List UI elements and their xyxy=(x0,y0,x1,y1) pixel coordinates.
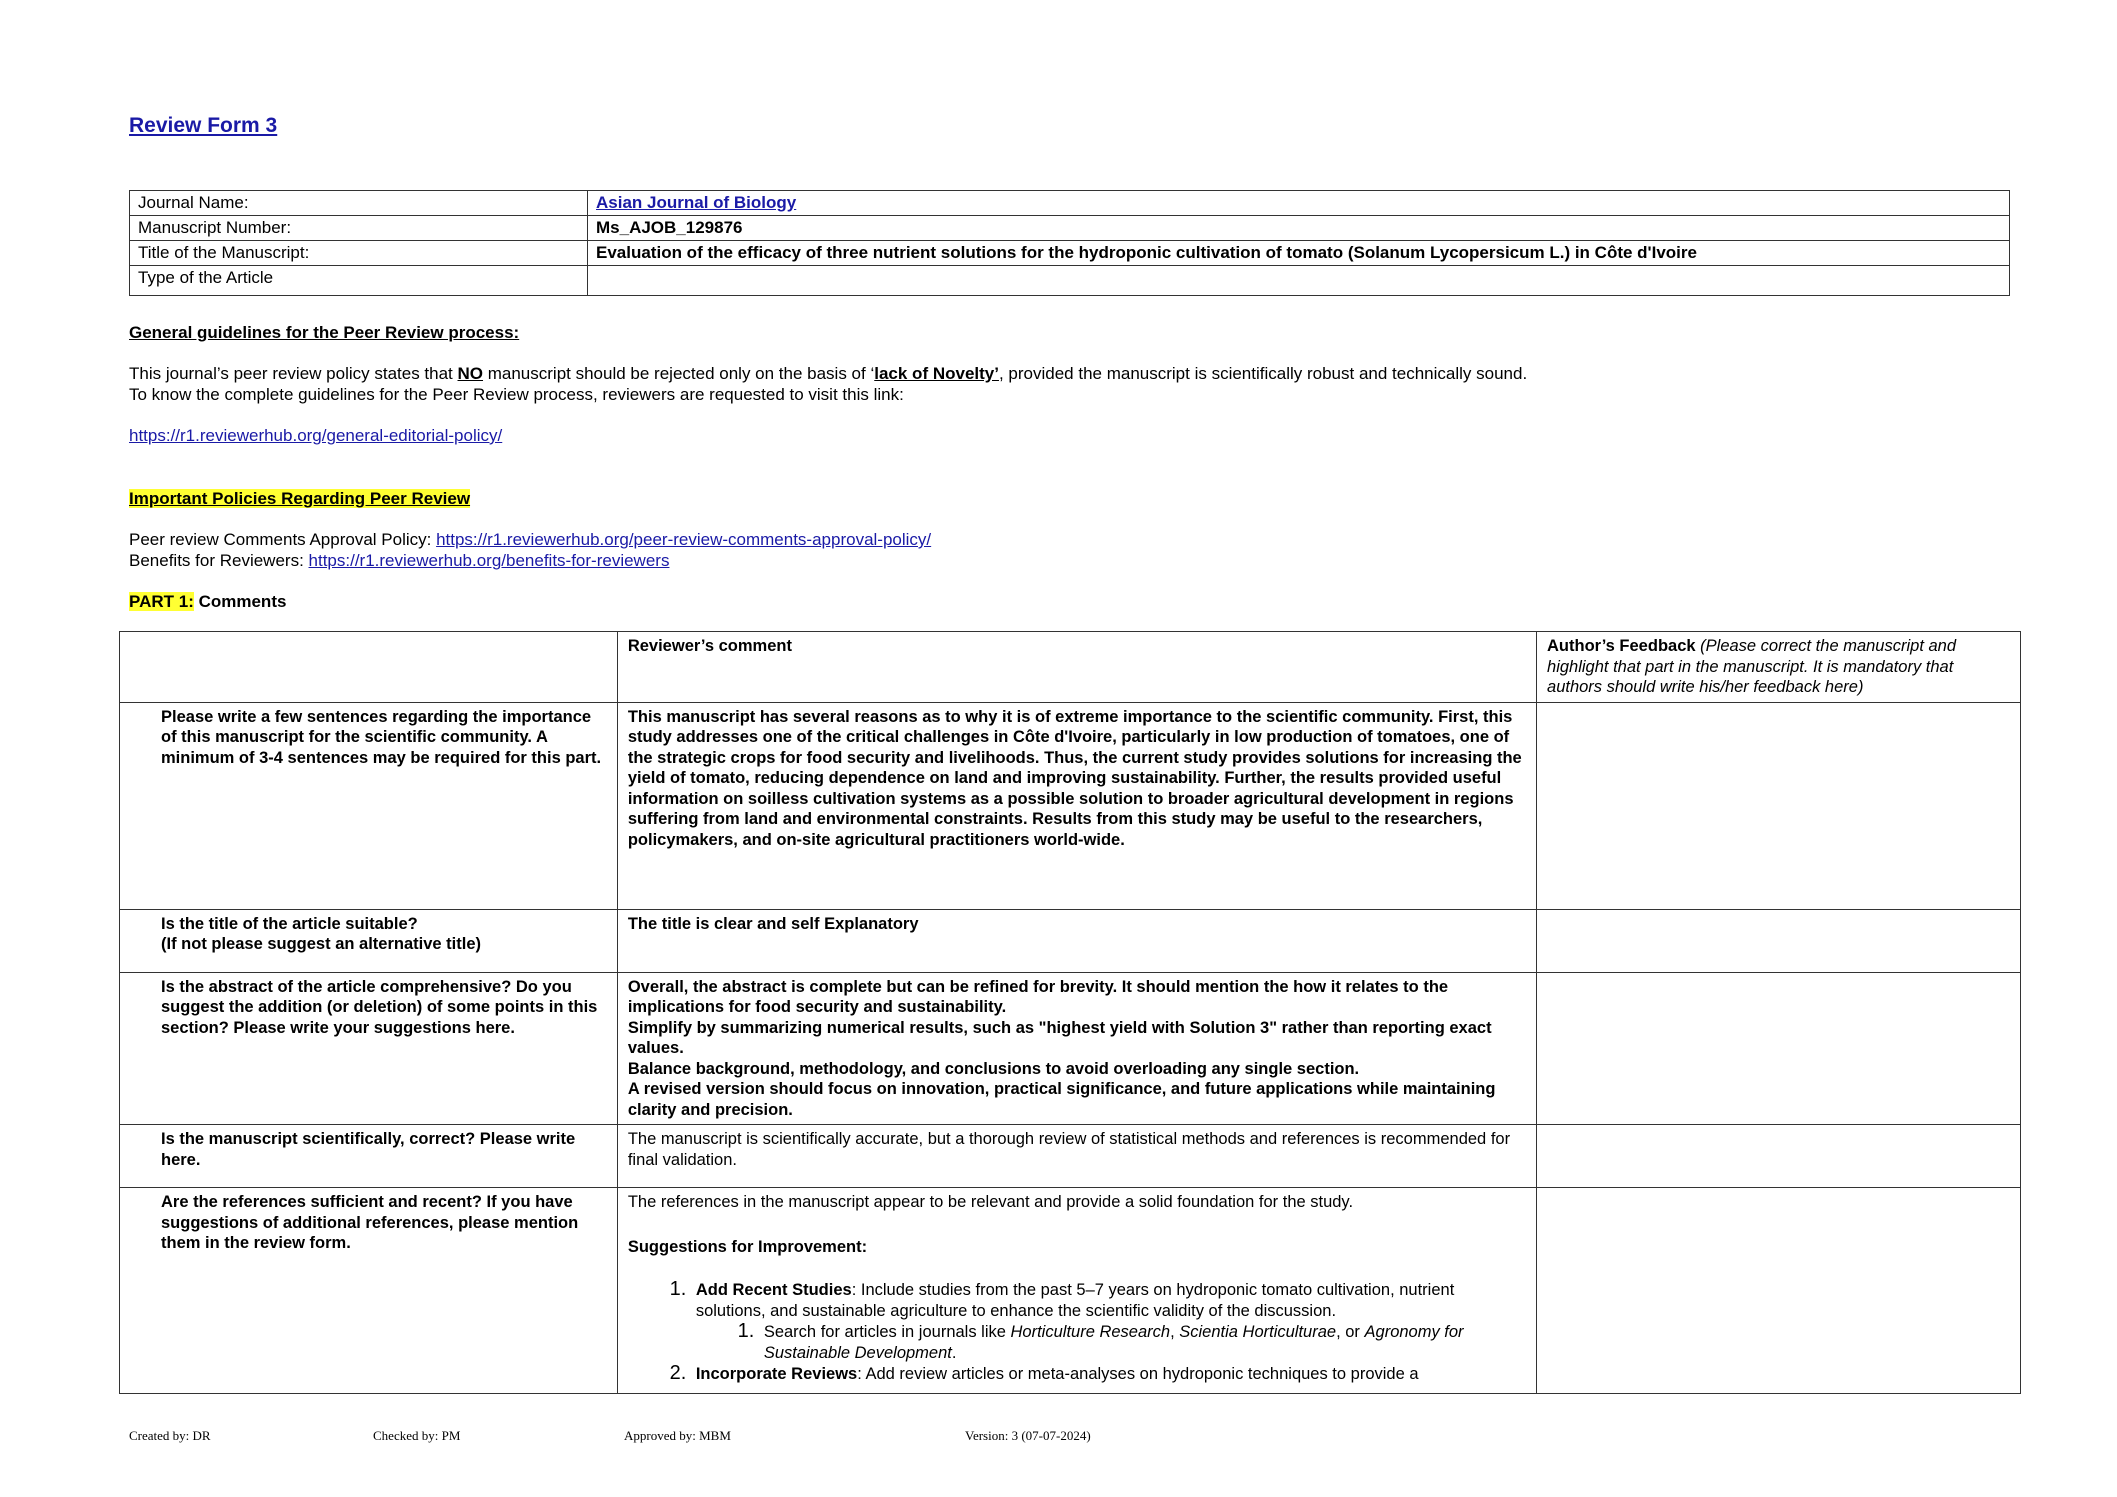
table-row xyxy=(130,191,2010,216)
sub-suggestions-list xyxy=(696,1321,1526,1363)
list-item xyxy=(760,1321,1526,1363)
approval-policy-line xyxy=(129,529,931,550)
table-header-row xyxy=(120,632,2021,703)
journal-name: Scientia Horticulturae xyxy=(1179,1323,1337,1341)
guidelines-policy-line xyxy=(129,363,1527,384)
author-feedback-note: (Please correct the manuscript and highlight that part in the manuscript. It is mandatory that authors should write his/her feedback here) xyxy=(1547,637,1957,696)
guidelines-visit-line: To know the complete guidelines for the Peer Review process, reviewers are requested to visit this link: xyxy=(129,385,904,404)
suggestions-list xyxy=(628,1279,1526,1385)
approval-policy-link[interactable]: https://r1.reviewerhub.org/peer-review-comments-approval-policy/ xyxy=(436,530,932,549)
comment-scientific: The manuscript is scientifically accurate, but a thorough review of statistical methods and references is recommended for final validation. xyxy=(617,1125,1536,1188)
footer-checked: Checked by: PM xyxy=(373,1428,461,1443)
manuscript-number-label: Manuscript Number: xyxy=(130,216,588,241)
policy-text-a: This journal’s peer review policy states that xyxy=(129,364,458,383)
policies-heading: Important Policies Regarding Peer Review xyxy=(129,489,471,508)
journal-name-label: Journal Name: xyxy=(130,191,588,216)
comment-references xyxy=(617,1188,1536,1394)
suggestion-text: : Include studies from the past 5–7 years on hydroponic tomato cultivation, nutrient solutions, and sustainable agriculture to enhance the scientific validity of the discussion. xyxy=(695,1281,1455,1320)
separator: . xyxy=(951,1343,957,1362)
journal-name: Horticulture Research xyxy=(1010,1323,1171,1341)
feedback-title[interactable] xyxy=(1537,909,2021,972)
footer-approved: Approved by: MBM xyxy=(624,1428,731,1443)
manuscript-info-table xyxy=(129,190,2010,296)
list-item xyxy=(692,1363,1526,1385)
manuscript-number-value: Ms_AJOB_129876 xyxy=(588,216,2010,241)
article-type-value xyxy=(588,266,2010,296)
abstract-point: Simplify by summarizing numerical results, such as "highest yield with Solution 3" rather than reporting exact values. xyxy=(627,1018,1492,1057)
header-reviewer-comment: Reviewer’s comment xyxy=(617,632,1536,703)
question-references: Are the references sufficient and recent? If you have suggestions of additional references, please mention them in the review form. xyxy=(120,1188,618,1394)
separator: , or xyxy=(1336,1323,1365,1341)
table-row xyxy=(130,266,2010,296)
abstract-point: Overall, the abstract is complete but can be refined for brevity. It should mention the how it relates to the implications for food security and sustainability. xyxy=(627,977,1449,1016)
benefits-label: Benefits for Reviewers: xyxy=(129,551,309,570)
question-title-line1: Is the title of the article suitable? xyxy=(161,914,418,933)
feedback-scientific[interactable] xyxy=(1537,1125,2021,1188)
comment-title: The title is clear and self Explanatory xyxy=(617,909,1536,972)
table-row xyxy=(130,216,2010,241)
general-editorial-policy-link[interactable]: https://r1.reviewerhub.org/general-editorial-policy/ xyxy=(129,426,503,445)
policy-text-b: manuscript should be rejected only on the basis of ‘ xyxy=(483,364,875,383)
suggestion-text: : Add review articles or meta-analyses on hydroponic techniques to provide a xyxy=(857,1365,1419,1383)
policy-novelty: lack of Novelty’ xyxy=(874,364,999,383)
part1-label: PART 1: xyxy=(129,592,194,611)
feedback-references[interactable] xyxy=(1537,1188,2021,1394)
guidelines-heading: General guidelines for the Peer Review process: xyxy=(129,323,520,342)
references-intro: The references in the manuscript appear to be relevant and provide a solid foundation for the study. xyxy=(627,1193,1354,1211)
suggestion-title: Add Recent Studies xyxy=(695,1281,852,1299)
list-item xyxy=(692,1279,1526,1363)
header-empty-cell xyxy=(120,632,618,703)
journal-name-link[interactable]: Asian Journal of Biology xyxy=(588,191,2010,216)
table-row xyxy=(120,909,2021,972)
part1-heading xyxy=(129,591,286,612)
question-importance: Please write a few sentences regarding the importance of this manuscript for the scientific community. A minimum of 3-4 sentences may be required for this part. xyxy=(120,702,618,909)
comment-abstract xyxy=(617,972,1536,1125)
suggestion-title: Incorporate Reviews xyxy=(695,1365,858,1383)
question-abstract: Is the abstract of the article comprehensive? Do you suggest the addition (or deletion) of some points in this section? Please write your suggestions here. xyxy=(120,972,618,1125)
table-row xyxy=(130,241,2010,266)
guidelines-paragraph xyxy=(129,363,1527,405)
article-type-label: Type of the Article xyxy=(130,266,588,296)
policy-no: NO xyxy=(457,364,484,383)
feedback-abstract[interactable] xyxy=(1537,972,2021,1125)
journal-name: Agronomy for Sustainable Development xyxy=(763,1323,1464,1362)
policies-links xyxy=(129,529,931,571)
table-row xyxy=(120,702,2021,909)
benefits-link[interactable]: https://r1.reviewerhub.org/benefits-for-reviewers xyxy=(308,551,670,570)
table-row xyxy=(120,972,2021,1125)
abstract-point: Balance background, methodology, and conclusions to avoid overloading any single section. xyxy=(627,1059,1360,1078)
sub-suggestion-text: Search for articles in journals like xyxy=(763,1323,1011,1341)
part1-title: Comments xyxy=(193,592,287,611)
question-title-line2: (If not please suggest an alternative title) xyxy=(161,935,481,953)
feedback-importance[interactable] xyxy=(1537,702,2021,909)
suggestions-heading: Suggestions for Improvement: xyxy=(627,1237,868,1256)
table-row xyxy=(120,1188,2021,1394)
separator: , xyxy=(1170,1323,1180,1341)
footer-created: Created by: DR xyxy=(129,1428,211,1443)
policies-heading-row xyxy=(129,488,470,509)
abstract-point: A revised version should focus on innovation, practical significance, and future applications while maintaining clarity and precision. xyxy=(627,1080,1496,1119)
comment-importance: This manuscript has several reasons as to why it is of extreme importance to the scientific community. First, this study addresses one of the critical challenges in Côte d'Ivoire, particularly in low production of tomatoes, one of the strategic crops for food security and livelihoods. Thus, the current study provides solutions for increasing the yield of tomato, reducing dependence on land and improving sustainability. Further, the results provided useful information on soilless cultivation systems as a possible solution to broader agricultural development in regions suffering from land and environmental constraints. Results from this study may be useful to the researchers, policymakers, and on-site agricultural practitioners world-wide. xyxy=(617,702,1536,909)
table-row xyxy=(120,1125,2021,1188)
guidelines-link-row xyxy=(129,425,502,446)
question-title xyxy=(120,909,618,972)
page-title[interactable]: Review Form 3 xyxy=(129,114,278,137)
footer-version: Version: 3 (07-07-2024) xyxy=(965,1428,1091,1443)
benefits-line xyxy=(129,550,931,571)
question-scientific: Is the manuscript scientifically, correct? Please write here. xyxy=(120,1125,618,1188)
approval-policy-label: Peer review Comments Approval Policy: xyxy=(129,530,437,549)
author-feedback-title: Author’s Feedback xyxy=(1547,637,1696,655)
policy-text-c: , provided the manuscript is scientifically robust and technically sound. xyxy=(998,364,1528,383)
manuscript-title-label: Title of the Manuscript: xyxy=(130,241,588,266)
comments-table xyxy=(119,631,2021,1394)
manuscript-title-value: Evaluation of the efficacy of three nutrient solutions for the hydroponic cultivation of tomato (Solanum Lycopersicum L.) in Côte d'Ivoire xyxy=(588,241,2010,266)
header-author-feedback xyxy=(1537,632,2021,703)
